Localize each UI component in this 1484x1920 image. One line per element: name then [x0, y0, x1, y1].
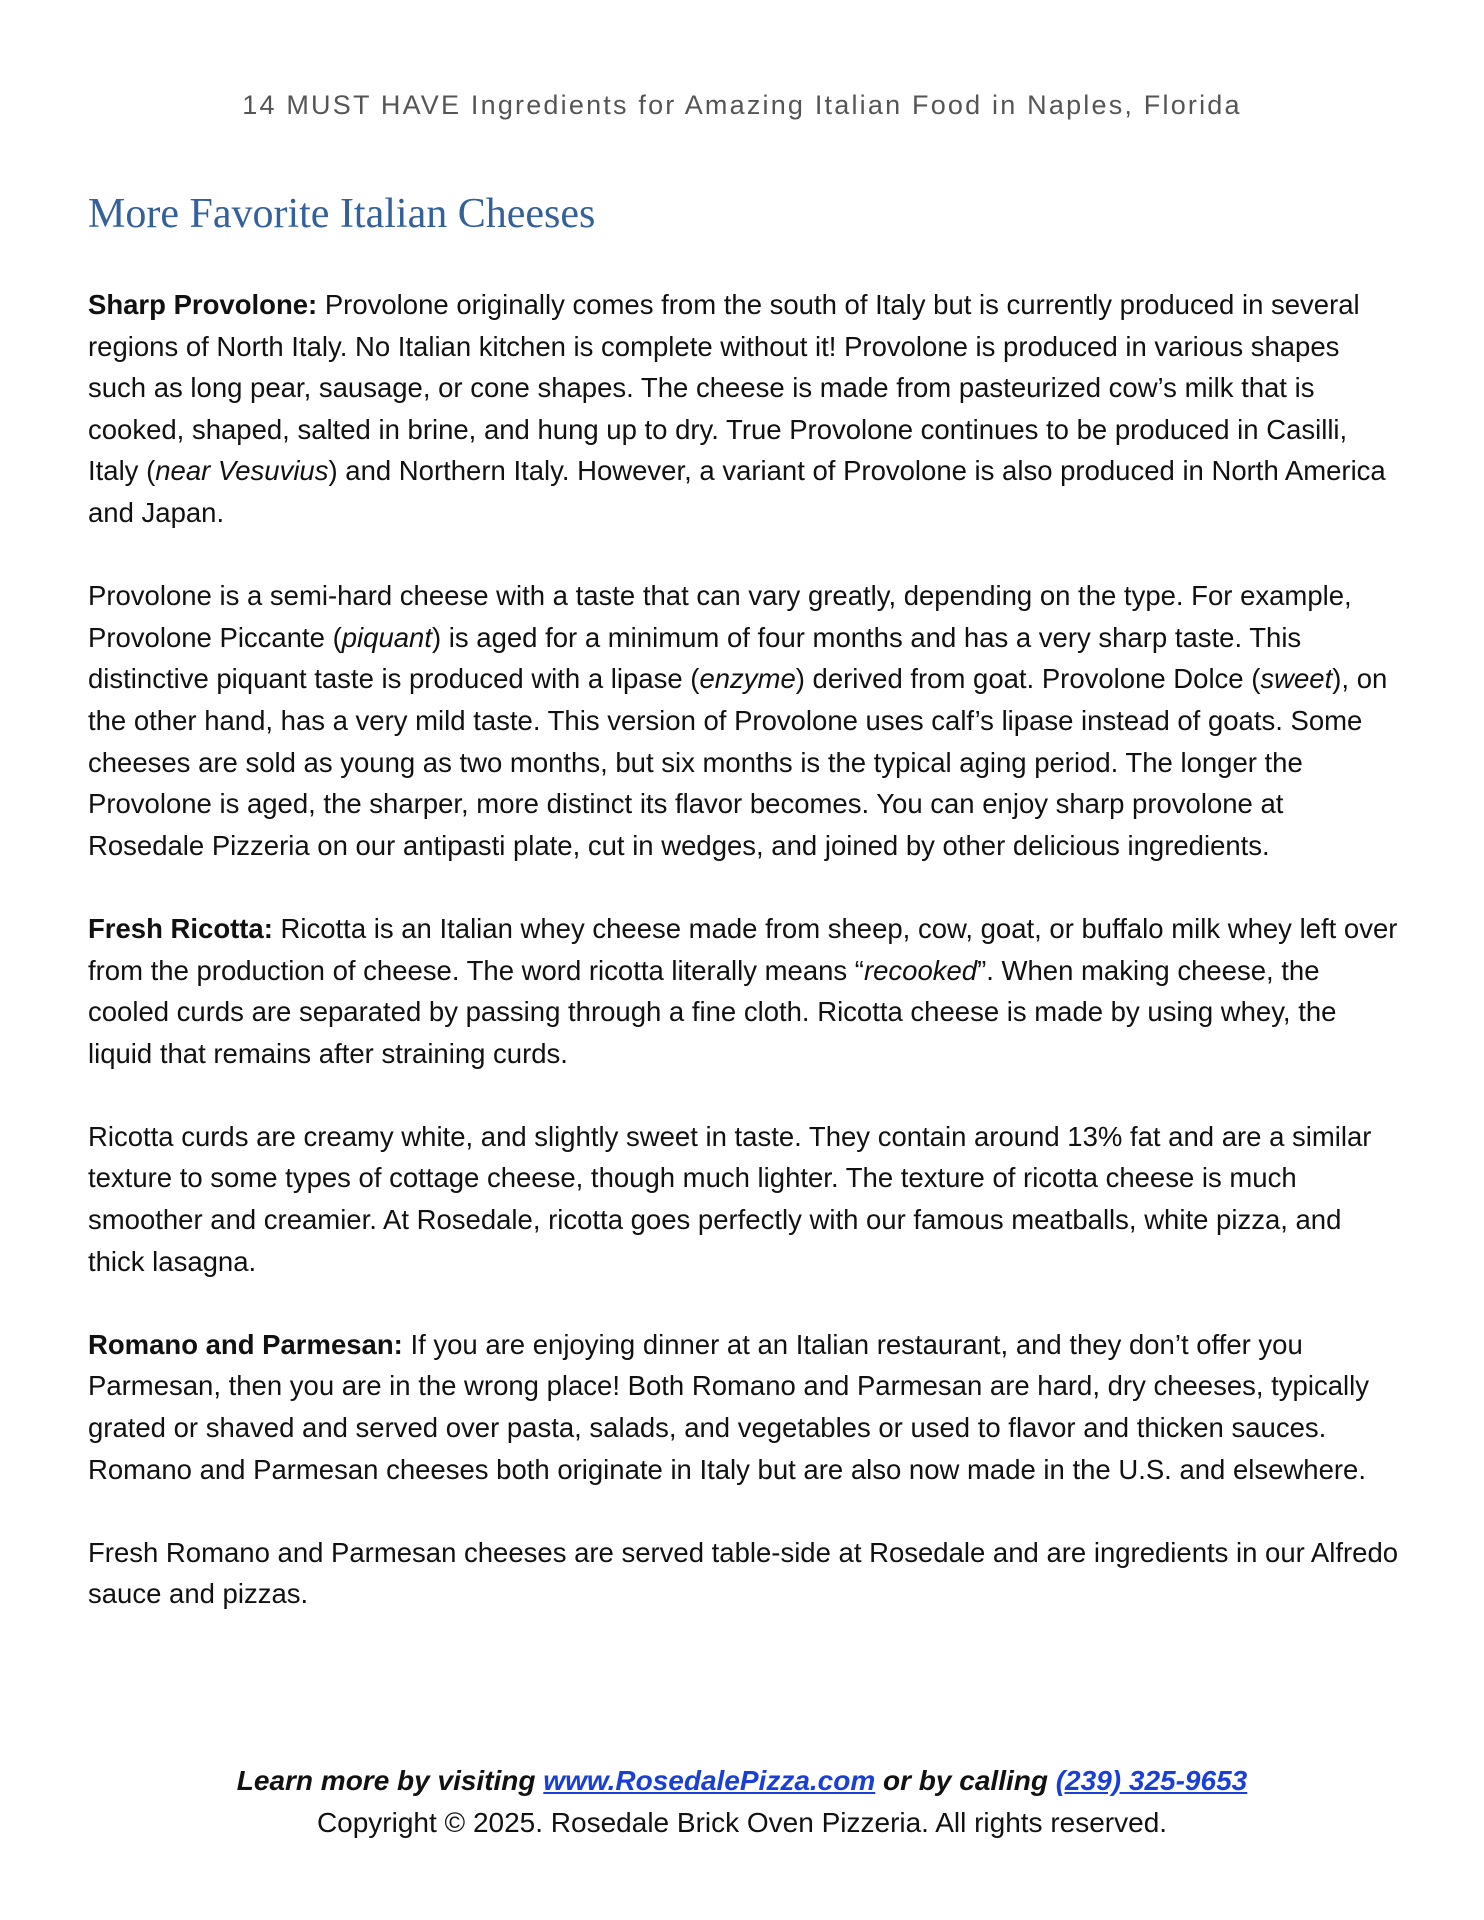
footer-cta [0, 1760, 1484, 1802]
paragraph-text: If you are enjoying dinner at an Italian restaurant, and they don’t offer you Parmesan, then you are in the wrong place! Both Romano and Parmesan are hard, dry cheeses, typically grated or shaved and served over pasta, salads, and vegetables or used to flavor and thicken sauces. Romano and Parmesan cheeses both originate in Italy but are also now made in the U.S. and elsewhere. [88, 1328, 1369, 1485]
paragraph-lead-sharp-provolone: Sharp Provolone: [88, 289, 318, 320]
italic-term: enzyme [699, 663, 796, 695]
section-title: More Favorite Italian Cheeses [88, 191, 596, 237]
running-header: 14 MUST HAVE Ingredients for Amazing Italian Food in Naples, Florida [242, 90, 1242, 120]
paragraph-lead-romano-parmesan: Romano and Parmesan: [88, 1328, 403, 1360]
paragraph-romano-parmesan [88, 1324, 1400, 1490]
paragraph-text: Provolone is a semi-hard cheese with a taste that can vary greatly, depending on the type. For example, Provolone Piccante ( [88, 580, 1352, 653]
footer-cta-middle: or by calling [875, 1765, 1056, 1796]
paragraph-text: Ricotta is an Italian whey cheese made from sheep, cow, goat, or buffalo milk whey left over from the production of cheese. The word ricotta literally means “ [88, 912, 1398, 986]
phone-link[interactable]: (239) 325-9653 [1055, 1765, 1248, 1796]
italic-term: near Vesuvius [155, 455, 329, 487]
article-body [88, 284, 1400, 1657]
paragraph-romano-served [88, 1532, 1400, 1615]
italic-term: recooked [863, 954, 978, 986]
paragraph-text: Ricotta curds are creamy white, and slightly sweet in taste. They contain around 13% fat and are a similar texture to some types of cottage cheese, though much lighter. The texture of ricotta cheese is much smoother and creamier. At Rosedale, ricotta goes perfectly with our famous meatballs, white pizza, and thick lasagna. [88, 1120, 1372, 1277]
website-link[interactable]: www.RosedalePizza.com [543, 1765, 876, 1796]
paragraph-text: Fresh Romano and Parmesan cheeses are served table-side at Rosedale and are ingredients in our Alfredo sauce and pizzas. [88, 1536, 1399, 1610]
paragraph-text: ) and Northern Italy. However, a variant of Provolone is also produced in North America and Japan. [88, 455, 1386, 528]
italic-term: sweet [1260, 663, 1333, 695]
paragraph-fresh-ricotta [88, 908, 1400, 1074]
copyright-notice: Copyright © 2025. Rosedale Brick Oven Pizzeria. All rights reserved. [316, 1806, 1168, 1838]
footer-cta-prefix: Learn more by visiting [236, 1765, 544, 1796]
italic-term: piquant [341, 621, 432, 653]
paragraph-provolone-taste [88, 575, 1400, 866]
paragraph-lead-fresh-ricotta: Fresh Ricotta: [88, 912, 273, 944]
paragraph-sharp-provolone [88, 284, 1400, 534]
paragraph-ricotta-texture [88, 1116, 1400, 1282]
paragraph-text: ”. When making cheese, the cooled curds are separated by passing through a fine cloth. Ricotta cheese is made by using whey, the liquid that remains after straining curds. [88, 954, 1337, 1069]
paragraph-text: ), on the other hand, has a very mild taste. This version of Provolone uses calf’s lipase instead of goats. Some cheeses are sold as young as two months, but six months is the typical aging period. The longer the Provolone is aged, the sharper, more distinct its flavor becomes. You can enjoy sharp provolone at Rosedale Pizzeria on our antipasti plate, cut in wedges, and joined by other delicious ingredients. [88, 663, 1388, 861]
paragraph-text: ) is aged for a minimum of four months and has a very sharp taste. This distinctive piquant taste is produced with a lipase ( [88, 621, 1302, 695]
paragraph-text: ) derived from goat. Provolone Dolce ( [795, 663, 1261, 695]
paragraph-text: Provolone originally comes from the south of Italy but is currently produced in several regions of North Italy. No Italian kitchen is complete without it! Provolone is produced in various shapes such as long pear, sausage, or cone shapes. The cheese is made from pasteurized cow’s milk that is cooked, shaped, salted in brine, and hung up to dry. True Provolone continues to be produced in Casilli, Italy ( [88, 289, 1360, 487]
footer [0, 1760, 1484, 1843]
